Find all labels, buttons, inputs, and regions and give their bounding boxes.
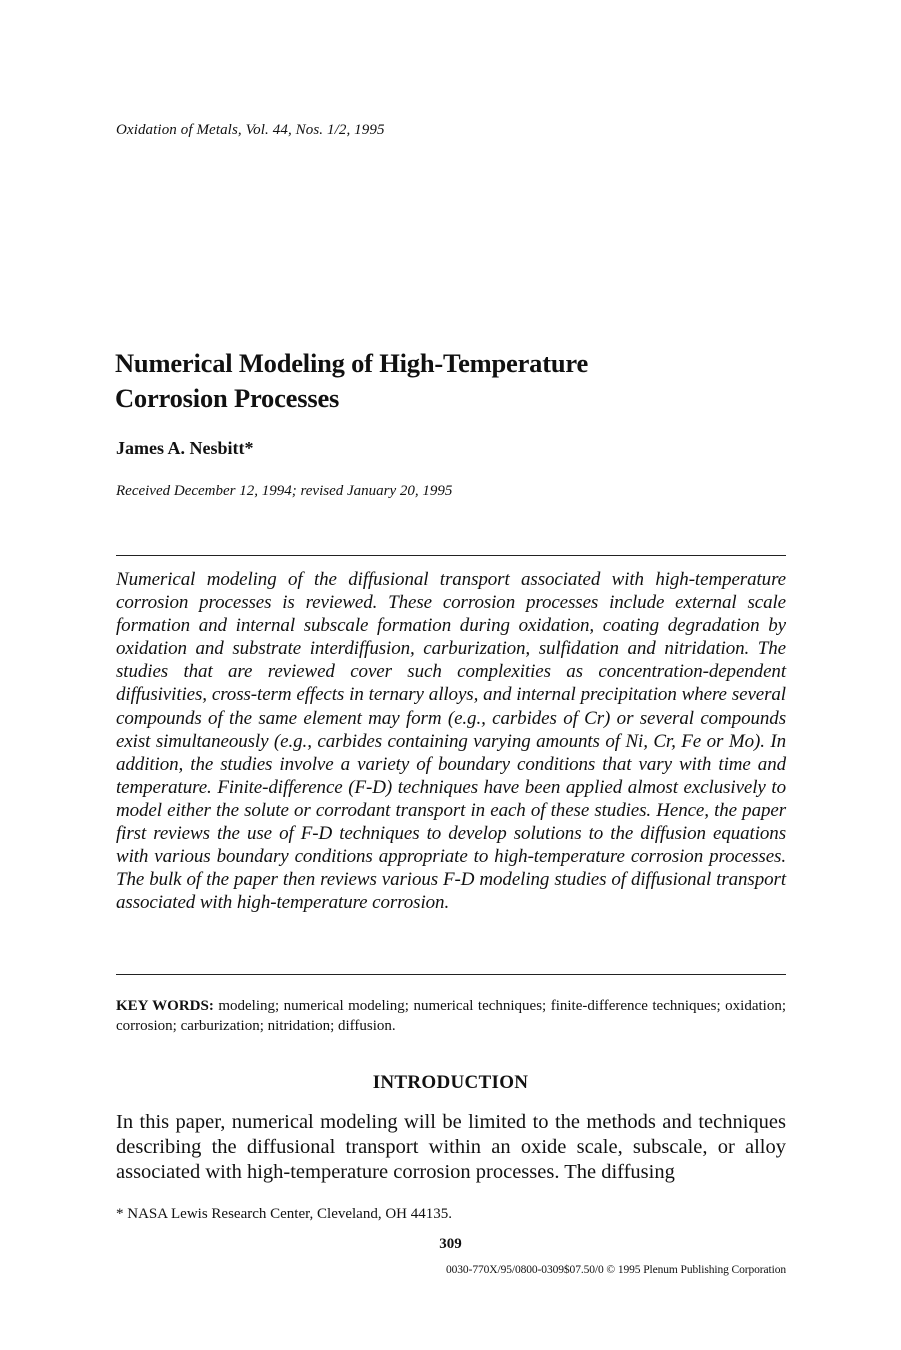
received-dates: Received December 12, 1994; revised January 20, 1995: [116, 483, 453, 499]
abstract-bottom-rule: [116, 974, 786, 975]
abstract: Numerical modeling of the diffusional transport associated with high-temperature corrosion processes is reviewed. These corrosion processes include external scale formation and internal subscale formation during oxidation, coating degradation by oxidation and substrate interdiffusion, carburization, sulfidation and nitridation. The studies that are reviewed cover such complexities as concentration-dependent diffusivities, cross-term effects in ternary alloys, and internal precipitation where several compounds of the same element may form (e.g., carbides of Cr) or several compounds exist simultaneously (e.g., carbides containing varying amounts of Ni, Cr, Fe or Mo). In addition, the studies involve a variety of boundary conditions that vary with time and temperature. Finite-difference (F-D) techniques have been applied almost exclusively to model either the solute or corrodant transport in each of these studies. Hence, the paper first reviews the use of F-D techniques to develop solutions to the diffusion equations with various boundary conditions appropriate to high-temperature corrosion processes. The bulk of the paper then reviews various F-D modeling studies of diffusional transport associated with high-temperature corrosion.: [116, 569, 786, 914]
title-line-2: Corrosion Processes: [115, 383, 340, 413]
page-number: 309: [439, 1236, 462, 1252]
keywords: [116, 996, 786, 1036]
author-name: James A. Nesbitt*: [116, 438, 254, 458]
paper-title: [115, 346, 775, 416]
author-footnote: * NASA Lewis Research Center, Cleveland, OH 44135.: [116, 1206, 452, 1222]
keywords-text: modeling; numerical modeling; numerical techniques; finite-difference techniques; oxidation; corrosion; carburization; nitridation; diffusion.: [116, 998, 786, 1034]
introduction-paragraph: In this paper, numerical modeling will be limited to the methods and techniques describing the diffusional transport within an oxide scale, subscale, or alloy associated with high-temperature corrosion processes. The diffusing: [116, 1111, 786, 1183]
journal-citation: Oxidation of Metals, Vol. 44, Nos. 1/2, 1995: [116, 122, 385, 138]
section-heading-introduction: INTRODUCTION: [372, 1072, 529, 1093]
title-line-1: Numerical Modeling of High-Temperature: [115, 348, 589, 378]
abstract-top-rule: [116, 555, 786, 556]
copyright-line: 0030-770X/95/0800-0309$07.50/0 © 1995 Plenum Publishing Corporation: [445, 1264, 786, 1276]
keywords-label: KEY WORDS:: [116, 998, 214, 1014]
